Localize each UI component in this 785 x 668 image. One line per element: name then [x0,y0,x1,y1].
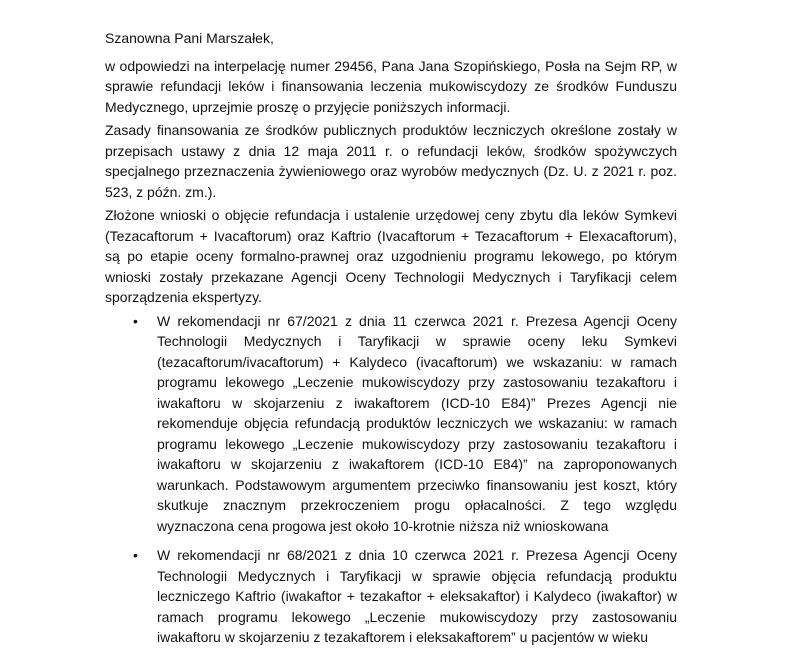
bullet-item-recommendation-68 [133,545,677,648]
bullet-text: W rekomendacji nr 68/2021 z dnia 10 czerwca 2021 r. Prezesa Agencji Oceny Technologii Medycznych i Taryfikacji w sprawie objęcia refundacją produktu leczniczego Kaftrio (iwakaftor + tezakaftor + eleksakaftor) i Kalydeco (iwakaftor) w ramach programu lekowego „Leczenie mukowiscydozy przy zastosowaniu iwakaftoru w skojarzeniu z tezakaftorem i eleksakaftorem” u pacjentów w wieku [157,547,677,645]
bullet-icon: • [133,547,138,563]
bullet-text: W rekomendacji nr 67/2021 z dnia 11 czerwca 2021 r. Prezesa Agencji Oceny Technologii Medycznych i Taryfikacji w sprawie oceny leku Symkevi (tezacaftorum/ivacaftorum) + Kalydeco (ivacaftorum) we wskazaniu: w ramach programu lekowego „Leczenie mukowiscydozy przy zastosowaniu tezakaftoru i iwakaftoru w skojarzeniu z iwakaftorem (ICD-10 E84)” Prezes Agencji nie rekomenduje objęcia refundacją produktów leczniczych we wskazaniu: w ramach programu lekowego „Leczenie mukowiscydozy przy zastosowaniu tezakaftoru i iwakaftoru w skojarzeniu z iwakaftorem (ICD-10 E84)” na zaproponowanych warunkach. Podstawowym argumentem przeciwko finansowaniu jest koszt, który skutkuje znacznym przekroczeniem progu opłacalności. Z tego względu wyznaczona cena progowa jest około 10-krotnie niższa niż wnioskowana [157,312,677,534]
paragraph-legal-basis: Zasady finansowania ze środków publicznych produktów leczniczych określone zostały w przepisach ustawy z dnia 12 maja 2011 r. o refundacji leków, środków spożywczych specjalnego przeznaczenia żywieniowego oraz wyrobów medycznych (Dz. U. z 2021 r. poz. 523, z późn. zm.). [105,122,677,200]
bullet-icon: • [133,312,138,329]
paragraph-intro: w odpowiedzi na interpelację numer 29456, Pana Jana Szopińskiego, Posła na Sejm RP, w sprawie refundacji leków i finansowania leczenia mukowiscydozy ze środków Funduszu Medycznego, uprzejmie proszę o przyjęcie poniższych informacji. [105,57,677,115]
bullet-list [105,311,677,648]
bullet-item-recommendation-67 [133,311,677,537]
paragraph-applications: Złożone wnioski o objęcie refundacja i ustalenie urzędowej ceny zbytu dla leków Symkevi (Tezacaftorum + Ivacaftorum) oraz Kaftrio (Ivacaftorum + Tezacaftorum + Elexacaftorum), są po etapie oceny formalno-prawnej oraz uzgodnieniu programu lekowego, po którym wnioski zostały przekazane Agencji Oceny Technologii Medycznych i Taryfikacji celem sporządzenia ekspertyzy. [105,207,677,305]
letter-body [105,28,677,648]
salutation: Szanowna Pani Marszałek, [105,30,274,46]
